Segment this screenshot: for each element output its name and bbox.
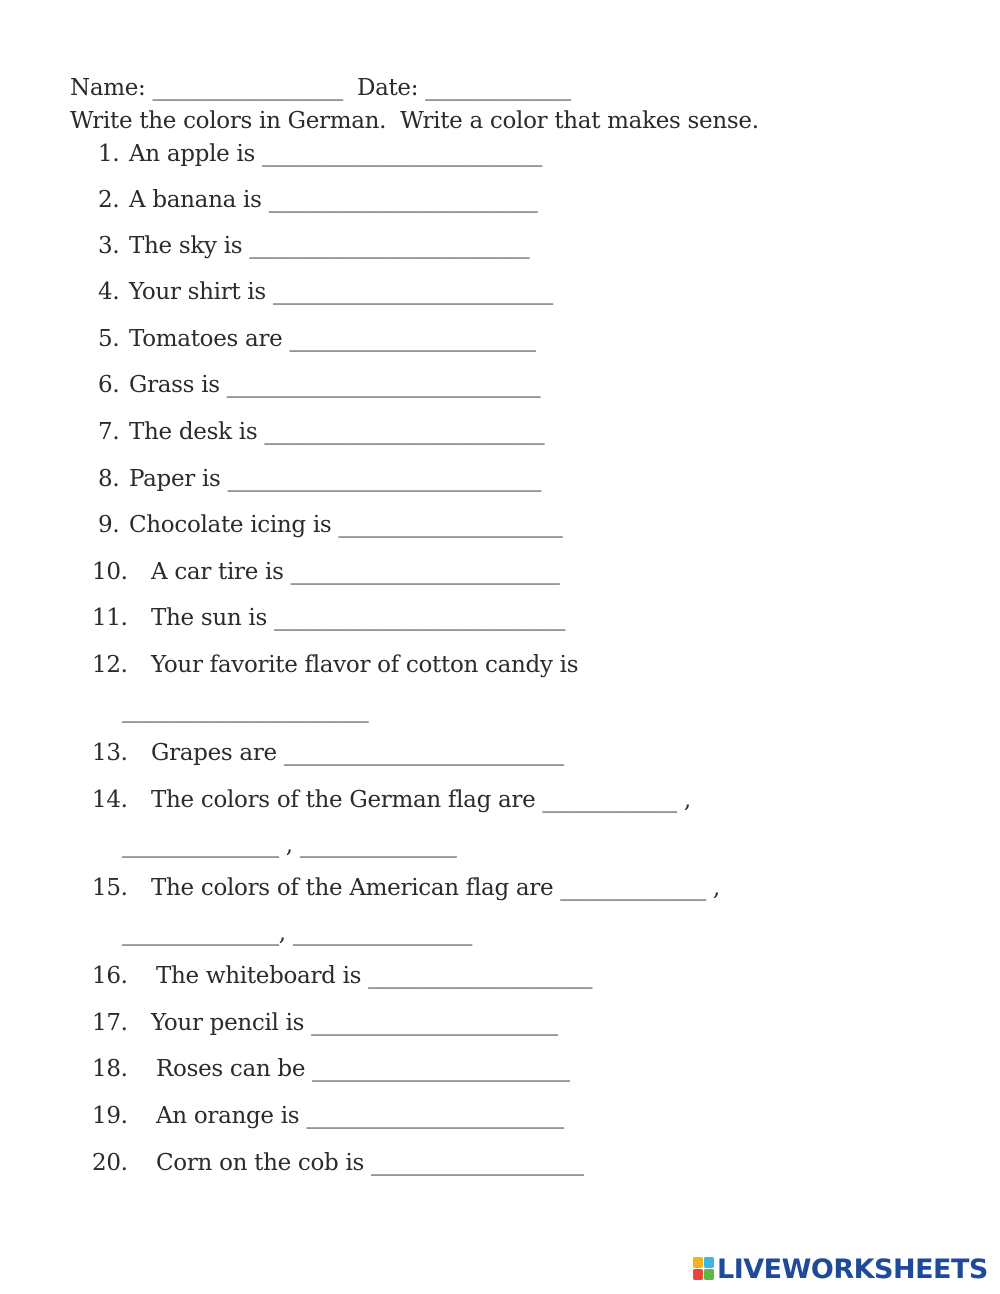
- list-item: [92, 557, 560, 587]
- item-text[interactable]: Your pencil is ______________________: [151, 1010, 558, 1036]
- item-number: 5.: [98, 326, 120, 352]
- item-text[interactable]: The desk is _________________________: [129, 419, 545, 445]
- list-item: [92, 961, 593, 991]
- item-continuation[interactable]: ______________ , ______________: [122, 832, 457, 858]
- item-text[interactable]: Grass is ____________________________: [129, 372, 541, 398]
- item-text[interactable]: The sun is __________________________: [151, 605, 566, 631]
- item-number: 13.: [92, 740, 128, 766]
- item-number: 6.: [98, 372, 120, 398]
- item-number: 3.: [98, 233, 120, 259]
- item-text[interactable]: An apple is _________________________: [129, 141, 543, 167]
- item-number: 11.: [92, 605, 128, 631]
- liveworksheets-logo-icon: [693, 1257, 715, 1281]
- item-text[interactable]: The colors of the American flag are _____________ ,: [151, 875, 720, 901]
- item-text[interactable]: Grapes are _________________________: [151, 740, 564, 766]
- list-item: [92, 873, 720, 903]
- list-item: [98, 231, 530, 261]
- list-item: [92, 1148, 584, 1178]
- item-number: 15.: [92, 875, 128, 901]
- list-item: [92, 603, 566, 633]
- item-text[interactable]: A banana is ________________________: [129, 187, 538, 213]
- item-text[interactable]: The sky is _________________________: [129, 233, 530, 259]
- item-number: 10.: [92, 559, 128, 585]
- list-item: [98, 464, 542, 494]
- logo-text: LIVEWORKSHEETS: [717, 1253, 988, 1285]
- list-item: [98, 324, 536, 354]
- item-text[interactable]: Your shirt is _________________________: [129, 279, 553, 305]
- list-item: [92, 1008, 558, 1038]
- item-number: 17.: [92, 1010, 128, 1036]
- list-item: [98, 139, 543, 169]
- instructions: Write the colors in German. Write a color that makes sense.: [70, 108, 759, 134]
- list-item: [98, 370, 541, 400]
- item-number: 16.: [92, 963, 128, 989]
- list-item: [98, 277, 553, 307]
- list-item: [98, 510, 563, 540]
- item-number: 12.: [92, 652, 128, 678]
- item-text: Your favorite flavor of cotton candy is: [151, 652, 579, 678]
- item-number: 4.: [98, 279, 120, 305]
- item-text[interactable]: The colors of the German flag are ____________ ,: [151, 787, 691, 813]
- item-text[interactable]: Tomatoes are ______________________: [129, 326, 536, 352]
- liveworksheets-logo[interactable]: [693, 1254, 988, 1284]
- list-item: [92, 1054, 570, 1084]
- item-number: 18.: [92, 1056, 128, 1082]
- item-text[interactable]: Roses can be _______________________: [156, 1056, 570, 1082]
- list-item: [92, 1101, 564, 1131]
- item-continuation[interactable]: ______________________: [122, 697, 369, 723]
- item-number: 19.: [92, 1103, 128, 1129]
- list-item: [98, 185, 538, 215]
- item-text[interactable]: Paper is ____________________________: [129, 466, 542, 492]
- item-number: 9.: [98, 512, 120, 538]
- item-text[interactable]: A car tire is ________________________: [151, 559, 560, 585]
- item-text[interactable]: Corn on the cob is ___________________: [156, 1150, 584, 1176]
- item-text[interactable]: The whiteboard is ____________________: [156, 963, 593, 989]
- list-item: [92, 785, 691, 815]
- list-item: [92, 738, 564, 768]
- item-number: 14.: [92, 787, 128, 813]
- item-number: 20.: [92, 1150, 128, 1176]
- item-text[interactable]: Chocolate icing is ____________________: [129, 512, 563, 538]
- list-item: [92, 650, 579, 680]
- item-number: 2.: [98, 187, 120, 213]
- item-number: 7.: [98, 419, 120, 445]
- list-item: [98, 417, 545, 447]
- item-text[interactable]: An orange is _______________________: [156, 1103, 564, 1129]
- name-date-line: Name: _________________ Date: _____________: [70, 75, 571, 101]
- item-number: 8.: [98, 466, 120, 492]
- item-continuation[interactable]: ______________, ________________: [122, 920, 473, 946]
- item-number: 1.: [98, 141, 120, 167]
